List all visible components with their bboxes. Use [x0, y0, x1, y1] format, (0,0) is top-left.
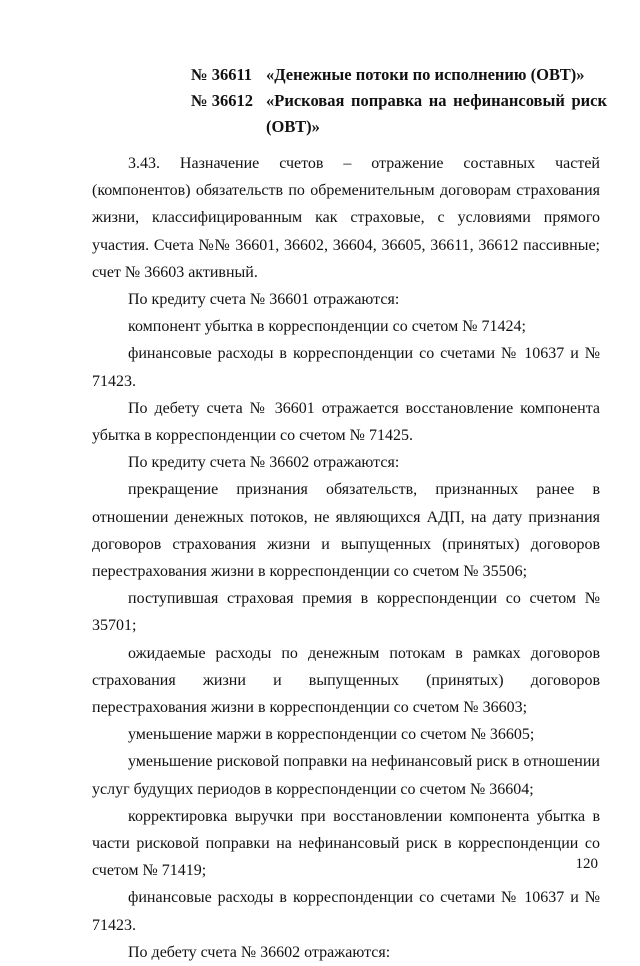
heading-number: № 36612: [191, 91, 253, 110]
paragraph: 3.43. Назначение счетов – отражение составных частей (компонентов) обязательств по обременительным договорам страхования жизни, классифицированным как страховые, с условиями прямого участия. Счета №№ 36601, 36602, 36604, 36605, 36611, 36612 пассивные; счет № 36603 активный.: [92, 155, 600, 281]
heading-number: № 36611: [191, 65, 253, 84]
paragraph: По дебету счета № 36602 отражаются:: [128, 943, 391, 961]
paragraph: По кредиту счета № 36602 отражаются:: [128, 454, 400, 472]
heading-title: «Денежные потоки по исполнению (ОВТ)»: [266, 65, 585, 84]
paragraph: финансовые расходы в корреспонденции со счетами № 10637 и № 71423.: [92, 889, 600, 934]
paragraph: По кредиту счета № 36601 отражаются:: [128, 291, 400, 309]
paragraph: По дебету счета № 36601 отражается восстановление компонента убытка в корреспонденции со счетом № 71425.: [92, 399, 600, 445]
paragraph: прекращение признания обязательств, признанных ранее в отношении денежных потоков, не являющихся АДП, на дату признания договоров страхования жизни и выпущенных (принятых) договоров перестрахования жизни в корреспонденции со счетом № 35506;: [92, 481, 600, 581]
paragraph: ожидаемые расходы по денежным потокам в рамках договоров страхования жизни и выпущенных (принятых) договоров перестрахования жизни в корреспонденции со счетом № 36603;: [92, 644, 600, 717]
paragraph: корректировка выручки при восстановлении компонента убытка в части рисковой поправки на нефинансовый риск в корреспонденции со счетом № 71419;: [92, 807, 600, 880]
heading-account-36611: [191, 62, 607, 88]
body-text: [92, 150, 600, 966]
heading-title: «Рисковая поправка на нефинансовый риск (ОВТ)»: [266, 91, 607, 136]
page-number: 120: [575, 856, 598, 872]
paragraph: компонент убытка в корреспонденции со счетом № 71424;: [128, 318, 526, 336]
paragraph: поступившая страховая премия в корреспонденции со счетом № 35701;: [92, 590, 600, 635]
paragraph: финансовые расходы в корреспонденции со счетами № 10637 и № 71423.: [92, 345, 600, 390]
paragraph: уменьшение рисковой поправки на нефинансовый риск в отношении услуг будущих периодов в корреспонденции со счетом № 36604;: [92, 753, 600, 798]
paragraph: уменьшение маржи в корреспонденции со счетом № 36605;: [128, 726, 535, 744]
